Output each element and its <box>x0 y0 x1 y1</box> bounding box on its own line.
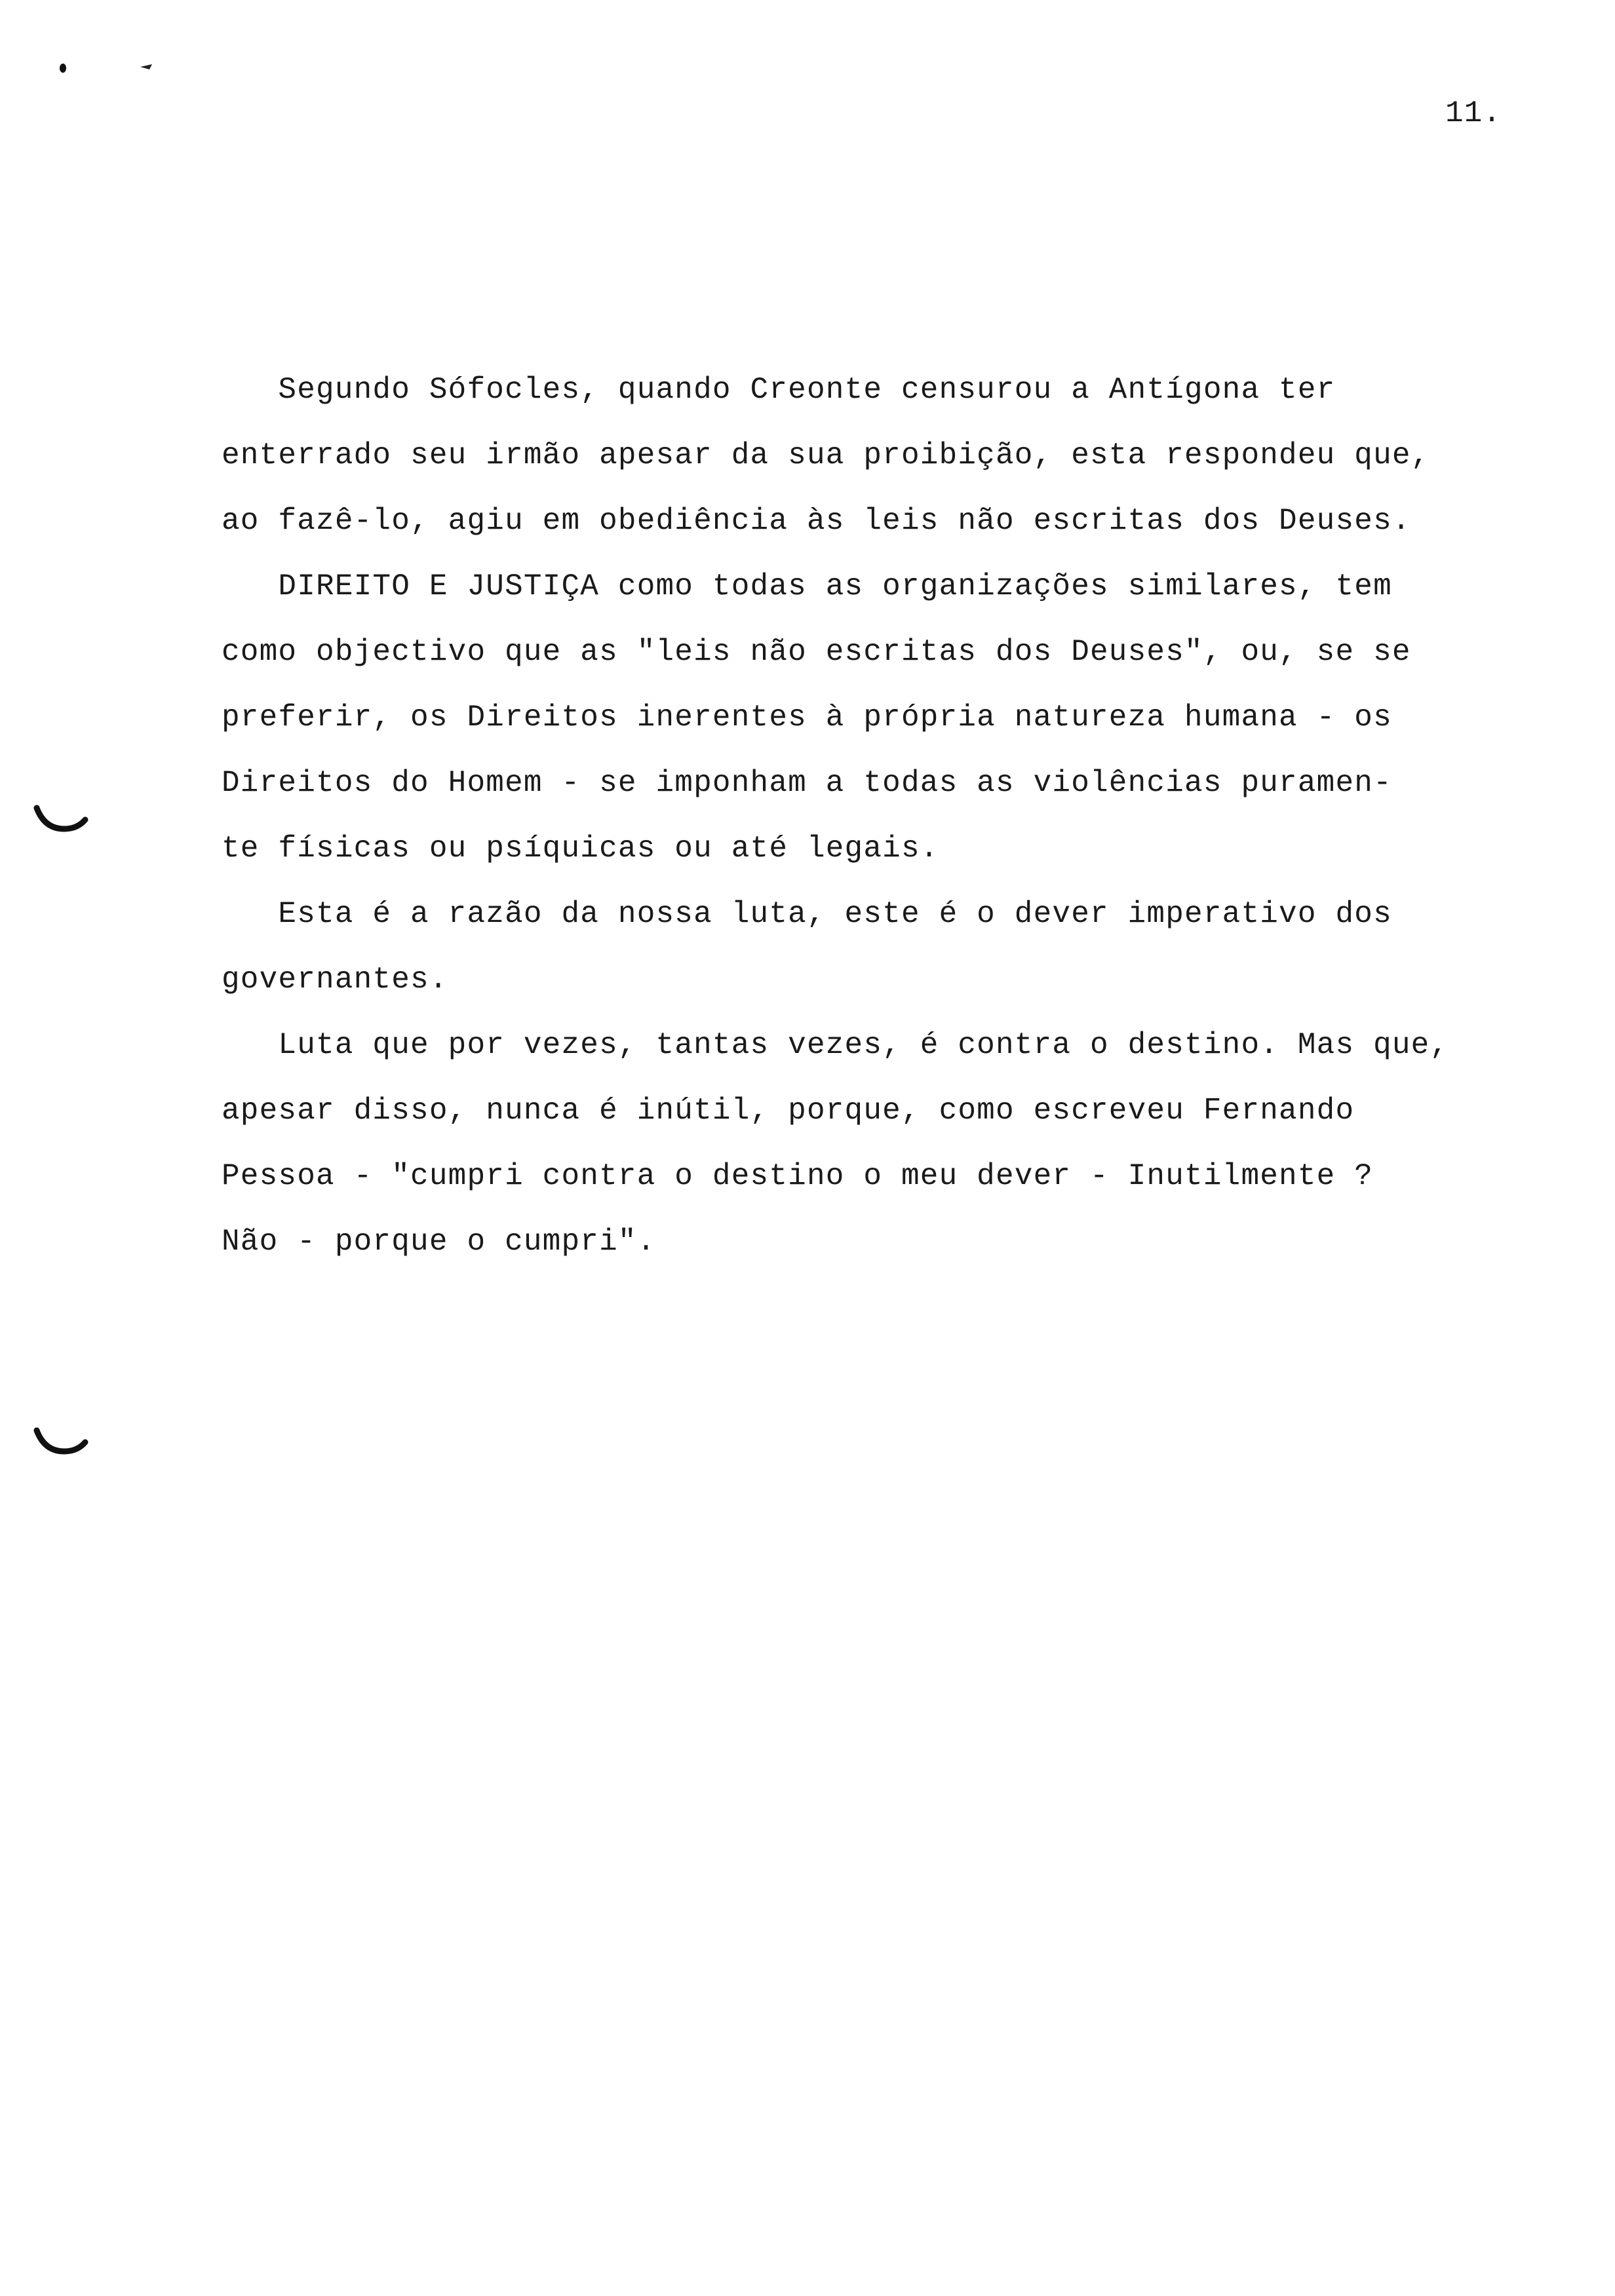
text-line: governantes. <box>222 963 448 997</box>
text-line: Segundo Sófocles, quando Creonte censurou a Antígona ter <box>222 373 1336 407</box>
text-line: preferir, os Direitos inerentes à própria natureza humana - os <box>222 700 1392 735</box>
text-line: te físicas ou psíquicas ou até legais. <box>222 832 939 866</box>
document-body <box>222 357 1493 1274</box>
text-line: como objectivo que as "leis não escritas dos Deuses", ou, se se <box>222 635 1411 669</box>
text-line: Esta é a razão da nossa luta, este é o dever imperativo dos <box>222 897 1392 931</box>
text-line: DIREITO E JUSTIÇA como todas as organizações similares, tem <box>222 569 1392 603</box>
text-line: Direitos do Homem - se imponham a todas as violências puramen- <box>222 766 1392 800</box>
text-line: apesar disso, nunca é inútil, porque, como escreveu Fernando <box>222 1094 1355 1128</box>
scan-tick-mark <box>138 59 164 79</box>
scan-dot-mark <box>54 59 80 85</box>
text-line: Não - porque o cumpri". <box>222 1225 656 1259</box>
hole-punch-arc-lower <box>31 1425 90 1471</box>
text-line: ao fazê-lo, agiu em obediência às leis não escritas dos Deuses. <box>222 504 1411 538</box>
hole-punch-arc-upper <box>31 803 90 849</box>
text-line: Pessoa - "cumpri contra o destino o meu dever - Inutilmente ? <box>222 1159 1374 1193</box>
page-number: 11. <box>1445 96 1502 130</box>
text-line: Luta que por vezes, tantas vezes, é contra o destino. Mas que, <box>222 1028 1449 1062</box>
text-line: enterrado seu irmão apesar da sua proibição, esta respondeu que, <box>222 438 1430 472</box>
